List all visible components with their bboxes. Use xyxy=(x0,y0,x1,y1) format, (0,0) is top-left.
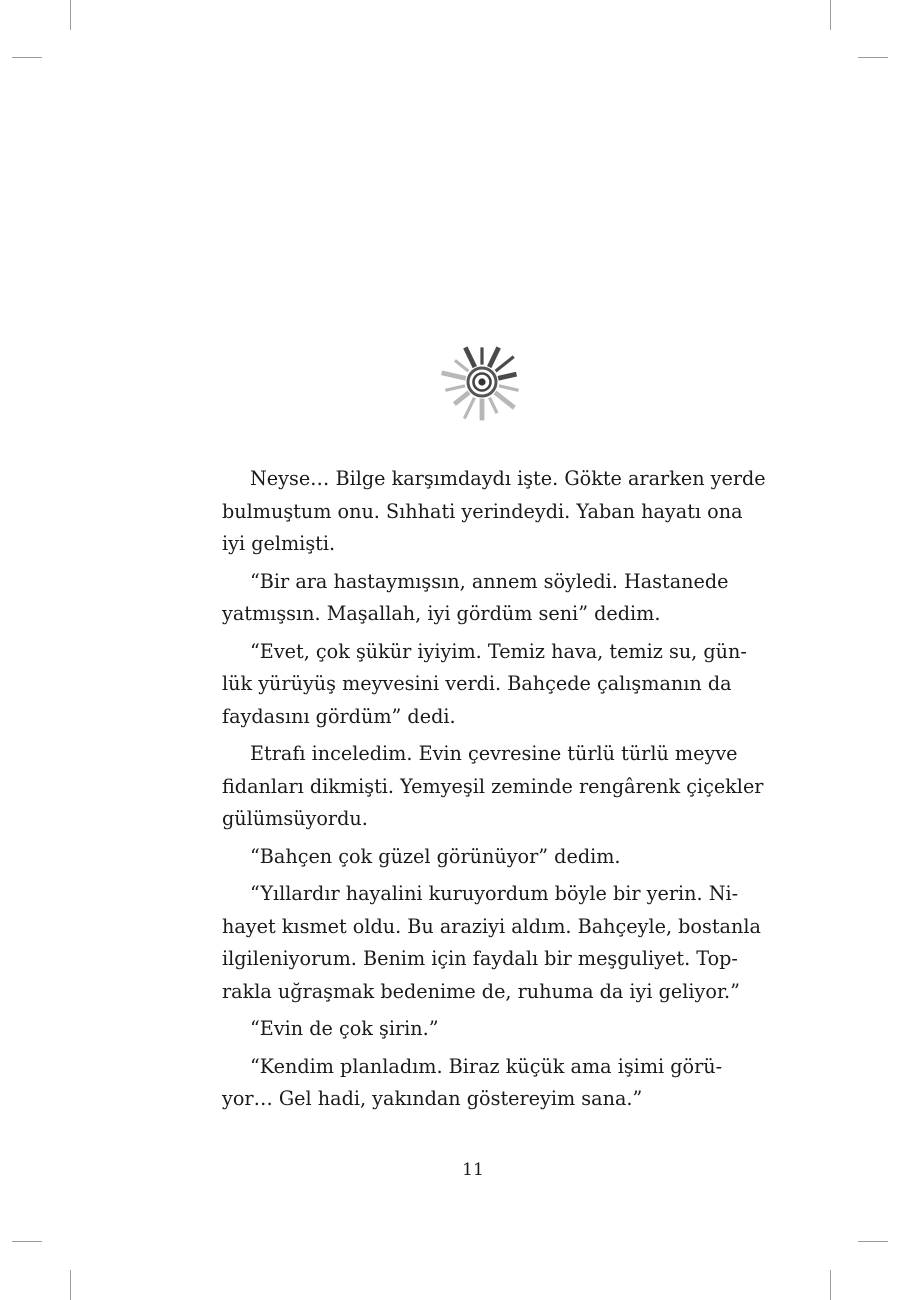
text-line: hayet kısmet oldu. Bu araziyi aldım. Bahçeyle, bostanla xyxy=(222,914,761,938)
paragraph xyxy=(222,878,761,1008)
crop-mark-top-right xyxy=(830,0,831,30)
ornament-ray xyxy=(456,361,467,370)
crop-mark-bottom-left-h xyxy=(12,1241,42,1242)
text-line: bulmuştum onu. Sıhhati yerindeydi. Yaban hayatı ona xyxy=(222,499,743,523)
text-line: fidanları dikmişti. Yemyeşil zeminde rengârenk çiçekler xyxy=(222,774,764,798)
paragraph xyxy=(222,636,747,734)
text-line: faydasını gördüm” dedi. xyxy=(222,704,456,728)
ornament-ray xyxy=(465,399,474,417)
crop-mark-top-left-h xyxy=(12,57,42,58)
text-line: rakla uğraşmak bedenime de, ruhuma da iyi geliyor.” xyxy=(222,979,740,1003)
crop-mark-bottom-right-h xyxy=(858,1241,888,1242)
text-line: “Yıllardır hayalini kuruyordum böyle bir yerin. Ni- xyxy=(250,882,739,905)
ornament-ray xyxy=(490,399,496,412)
ornament-ray xyxy=(444,373,463,377)
text-line: yor… Gel hadi, yakından göstereyim sana.” xyxy=(222,1087,643,1110)
crop-mark-top-left xyxy=(70,0,71,30)
text-line: “Bahçen çok güzel görünüyor” dedim. xyxy=(250,844,621,868)
sun-spiral-icon xyxy=(441,340,523,422)
text-line: “Bir ara hastaymışsın, annem söyledi. Hastanede xyxy=(250,569,729,593)
ornament-ray xyxy=(447,386,464,390)
page-number: 11 xyxy=(462,1160,484,1180)
paragraph xyxy=(222,1013,718,1046)
text-line: iyi gelmişti. xyxy=(222,532,336,555)
body-text xyxy=(222,463,766,1121)
paragraph xyxy=(222,1051,723,1116)
paragraph xyxy=(222,566,729,631)
text-line: gülümsüyordu. xyxy=(222,807,368,830)
crop-mark-top-right-h xyxy=(858,57,888,58)
text-line: ilgileniyorum. Benim için faydalı bir meşguliyet. Top- xyxy=(222,947,738,970)
ornament-ray xyxy=(497,358,513,370)
ornament-ray xyxy=(501,386,518,390)
text-line: “Kendim planladım. Biraz küçük ama işimi görü- xyxy=(250,1054,723,1078)
text-line: Etrafı inceledim. Evin çevresine türlü türlü meyve xyxy=(250,742,738,765)
text-line: Neyse… Bilge karşımdaydı işte. Gökte ararken yerde xyxy=(250,467,766,490)
ornament-ray xyxy=(501,375,515,378)
crop-mark-bottom-left xyxy=(70,1270,71,1300)
text-line: yatmışsın. Maşallah, iyi gördüm seni” dedim. xyxy=(222,602,661,625)
paragraph xyxy=(222,463,766,561)
text-line: “Evet, çok şükür iyiyim. Temiz hava, temiz su, gün- xyxy=(250,639,747,663)
ornament-ray xyxy=(456,394,467,403)
paragraph xyxy=(222,738,764,836)
ornament-ray xyxy=(497,394,513,406)
paragraph xyxy=(222,841,718,874)
ornament-ray xyxy=(466,350,473,365)
ornament-ray xyxy=(490,350,497,365)
text-line: lük yürüyüş meyvesini verdi. Bahçede çalışmanın da xyxy=(222,672,732,695)
crop-mark-bottom-right xyxy=(830,1270,831,1300)
text-line: “Evin de çok şirin.” xyxy=(250,1017,439,1040)
